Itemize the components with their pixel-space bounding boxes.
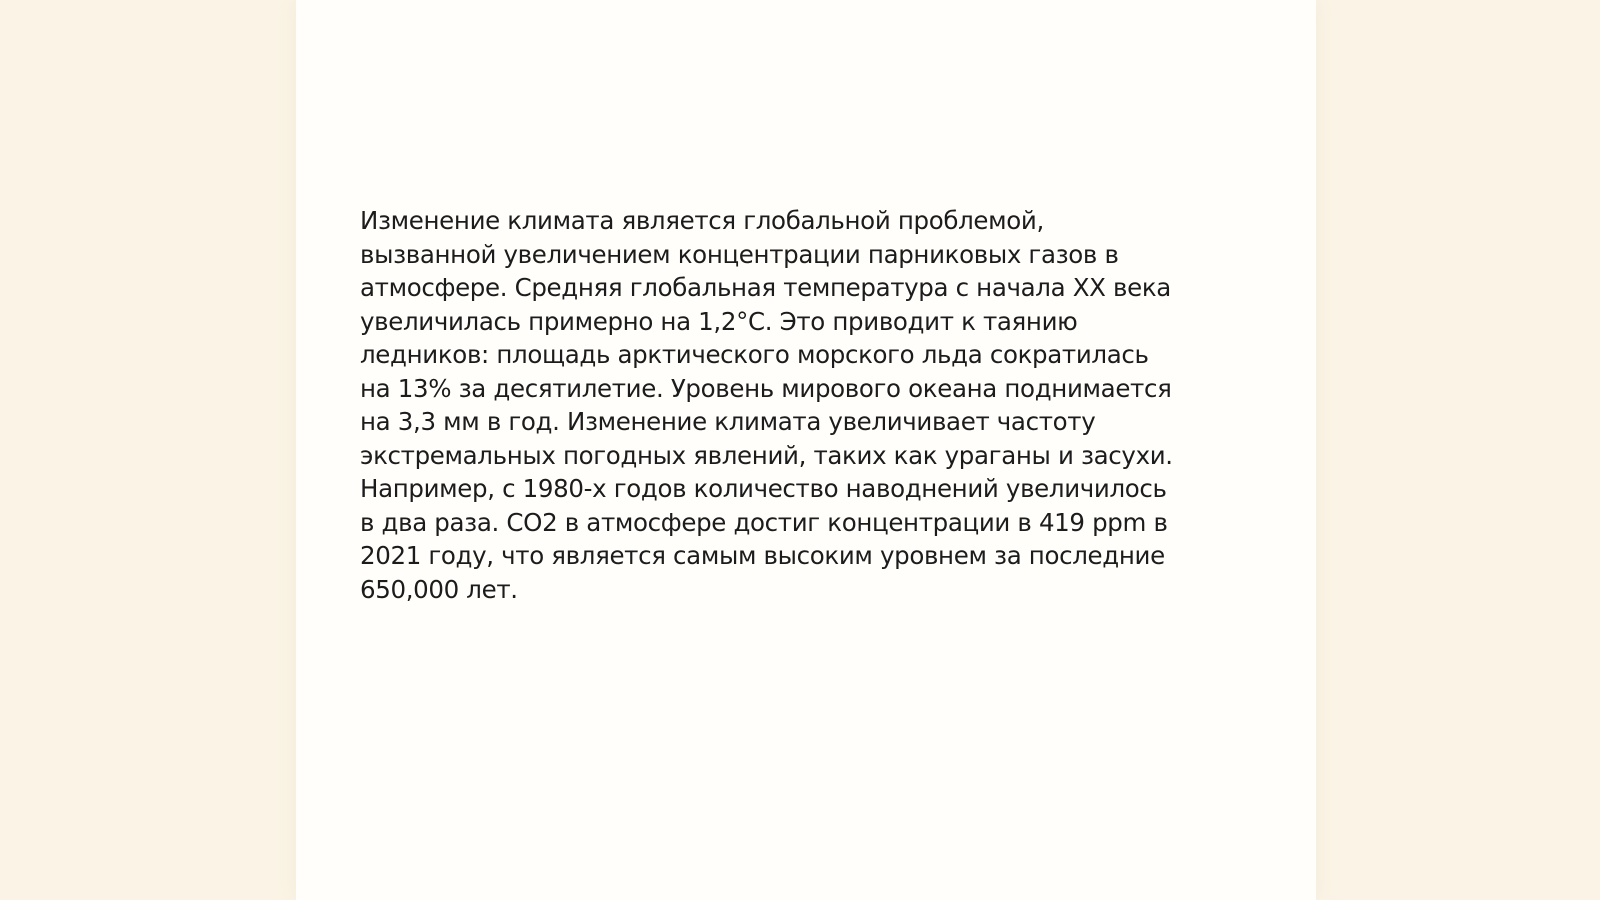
paragraph-line-9: Например, с 1980-х годов количество наводнений увеличилось: [360, 474, 1167, 503]
paragraph-line-5: ледников: площадь арктического морского льда сократилась: [360, 340, 1149, 369]
paragraph-line-11: 2021 году, что является самым высоким уровнем за последние: [360, 541, 1165, 570]
right-margin: [1316, 0, 1600, 900]
document-page: [296, 0, 1316, 900]
paragraph-line-2: вызванной увеличением концентрации парниковых газов в: [360, 239, 1119, 269]
left-margin: [0, 0, 296, 900]
paragraph-line-7: на 3,3 мм в год. Изменение климата увеличивает частоту: [360, 407, 1096, 436]
paragraph-line-4: увеличилась примерно на 1,2°C. Это приводит к таянию: [360, 306, 1078, 336]
paragraph-line-3: атмосфере. Средняя глобальная температура с начала XX века: [360, 273, 1171, 302]
paragraph-line-12: 650,000 лет.: [360, 574, 518, 604]
paragraph-line-1: Изменение климата является глобальной проблемой,: [360, 206, 1044, 235]
body-paragraph: [360, 204, 1260, 606]
paragraph-line-6: на 13% за десятилетие. Уровень мирового океана поднимается: [360, 373, 1172, 403]
paragraph-line-8: экстремальных погодных явлений, таких как ураганы и засухи.: [360, 440, 1173, 470]
paragraph-line-10: в два раза. CO2 в атмосфере достиг концентрации в 419 ppm в: [360, 507, 1168, 537]
